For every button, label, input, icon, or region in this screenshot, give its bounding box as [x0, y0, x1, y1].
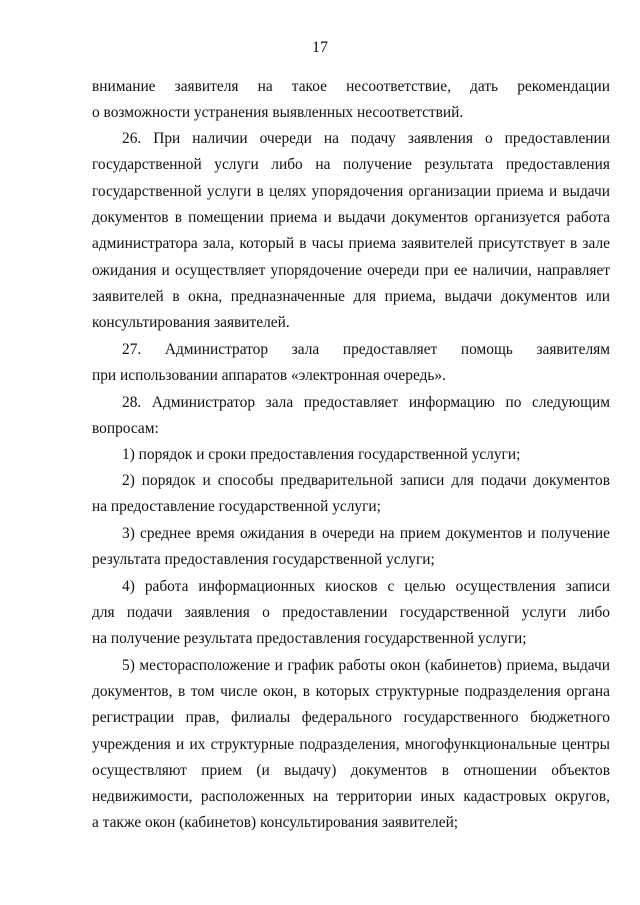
text-line: ожидания и осуществляет упорядочение очереди при ее наличии, направляет — [92, 262, 610, 279]
text-line: документов в помещении приема и выдачи документов организуется работа — [92, 209, 610, 226]
text-line: внимание заявителя на такое несоответствие, дать рекомендации — [92, 78, 610, 95]
text-line: государственной услуги либо на получение результата предоставления — [92, 156, 610, 173]
text-line: документов, в том числе окон, в которых структурные подразделения органа — [92, 683, 610, 700]
text-line: результата предоставления государственной услуги; — [92, 551, 435, 568]
text-line: государственной услуги в целях упорядочения организации приема и выдачи — [92, 183, 610, 200]
text-line: вопросам: — [92, 420, 159, 437]
text-line: администратора зала, который в часы приема заявителей присутствует в зале — [92, 235, 610, 252]
list-item-5: 5) месторасположение и график работы окон (кабинетов) приема, выдачи — [122, 657, 610, 674]
paragraph-28-start: 28. Администратор зала предоставляет информацию по следующим — [122, 394, 610, 411]
text-line: заявителей в окна, предназначенные для приема, выдачи документов или — [92, 288, 610, 305]
text-line: учреждения и их структурные подразделения, многофункциональные центры — [92, 736, 610, 753]
list-item-2: 2) порядок и способы предварительной записи для подачи документов — [122, 472, 610, 489]
text-line: на получение результата предоставления государственной услуги; — [92, 630, 527, 647]
text-line: на предоставление государственной услуги; — [92, 498, 381, 515]
text-line: осуществляют прием (и выдачу) документов в отношении объектов — [92, 762, 610, 779]
text-line: для подачи заявления о предоставлении государственной услуги либо — [92, 604, 610, 621]
text-line: о возможности устранения выявленных несоответствий. — [92, 104, 464, 121]
text-line: недвижимости, расположенных на территории иных кадастровых округов, — [92, 788, 610, 805]
text-line: регистрации прав, филиалы федерального государственного бюджетного — [92, 709, 610, 726]
text-line: консультирования заявителей. — [92, 314, 290, 331]
paragraph-26-start: 26. При наличии очереди на подачу заявления о предоставлении — [122, 130, 610, 147]
list-item-3: 3) среднее время ожидания в очереди на прием документов и получение — [122, 525, 610, 542]
page-number: 17 — [312, 39, 328, 56]
text-line: а также окон (кабинетов) консультирования заявителей; — [92, 814, 459, 831]
list-item-4: 4) работа информационных киосков с целью осуществления записи — [122, 578, 610, 595]
text-line: при использовании аппаратов «электронная очередь». — [92, 367, 446, 384]
list-item-1: 1) порядок и сроки предоставления государственной услуги; — [122, 446, 521, 463]
paragraph-27-start: 27. Администратор зала предоставляет помощь заявителям — [122, 341, 610, 358]
